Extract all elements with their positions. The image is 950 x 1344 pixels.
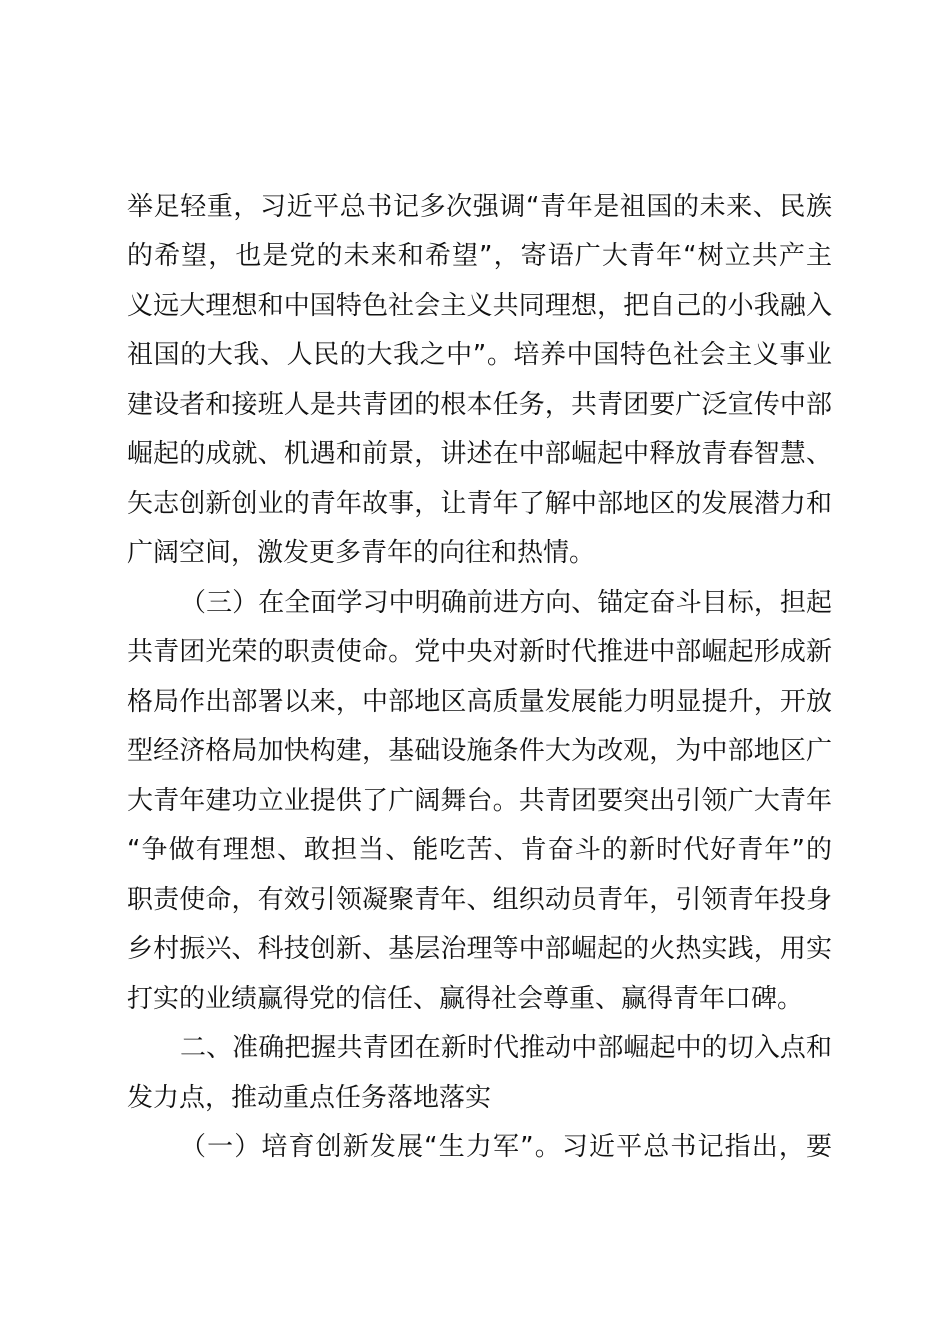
text-line: 建设者和接班人是共青团的根本任务，共青团要广泛宣传中部 bbox=[127, 390, 832, 420]
text-line: 祖国的大我、人民的大我之中”。培养中国特色社会主义事业 bbox=[127, 340, 832, 370]
text-line: 共青团光荣的职责使命。党中央对新时代推进中部崛起形成新 bbox=[127, 637, 832, 667]
text-line: 广阔空间，激发更多青年的向往和热情。 bbox=[127, 538, 596, 568]
text-line: 举足轻重，习近平总书记多次强调“青年是祖国的未来、民族 bbox=[127, 192, 832, 222]
paragraph-start-line: （一）培育创新发展“生力军”。习近平总书记指出，要 bbox=[180, 1132, 832, 1162]
paragraph-start-line: （三）在全面学习中明确前进方向、锚定奋斗目标，担起 bbox=[180, 588, 832, 618]
text-line: 型经济格局加快构建，基础设施条件大为改观，为中部地区广 bbox=[127, 736, 832, 766]
text-line: 义远大理想和中国特色社会主义共同理想，把自己的小我融入 bbox=[127, 291, 832, 321]
text-line: 矢志创新创业的青年故事，让青年了解中部地区的发展潜力和 bbox=[127, 489, 832, 519]
text-line: 的希望，也是党的未来和希望”，寄语广大青年“树立共产主 bbox=[127, 241, 832, 271]
text-line: 格局作出部署以来，中部地区高质量发展能力明显提升，开放 bbox=[127, 687, 832, 717]
section-heading-line: 二、准确把握共青团在新时代推动中部崛起中的切入点和 bbox=[180, 1033, 832, 1063]
section-heading-line: 发力点，推动重点任务落地落实 bbox=[127, 1083, 492, 1113]
text-line: 乡村振兴、科技创新、基层治理等中部崛起的火热实践，用实 bbox=[127, 934, 832, 964]
text-line: “争做有理想、敢担当、能吃苦、肯奋斗的新时代好青年”的 bbox=[127, 835, 832, 865]
text-line: 大青年建功立业提供了广阔舞台。共青团要突出引领广大青年 bbox=[127, 786, 832, 816]
text-line: 职责使命，有效引领凝聚青年、组织动员青年，引领青年投身 bbox=[127, 885, 832, 915]
text-line: 崛起的成就、机遇和前景，讲述在中部崛起中释放青春智慧、 bbox=[127, 439, 832, 469]
text-line: 打实的业绩赢得党的信任、赢得社会尊重、赢得青年口碑。 bbox=[127, 984, 804, 1014]
